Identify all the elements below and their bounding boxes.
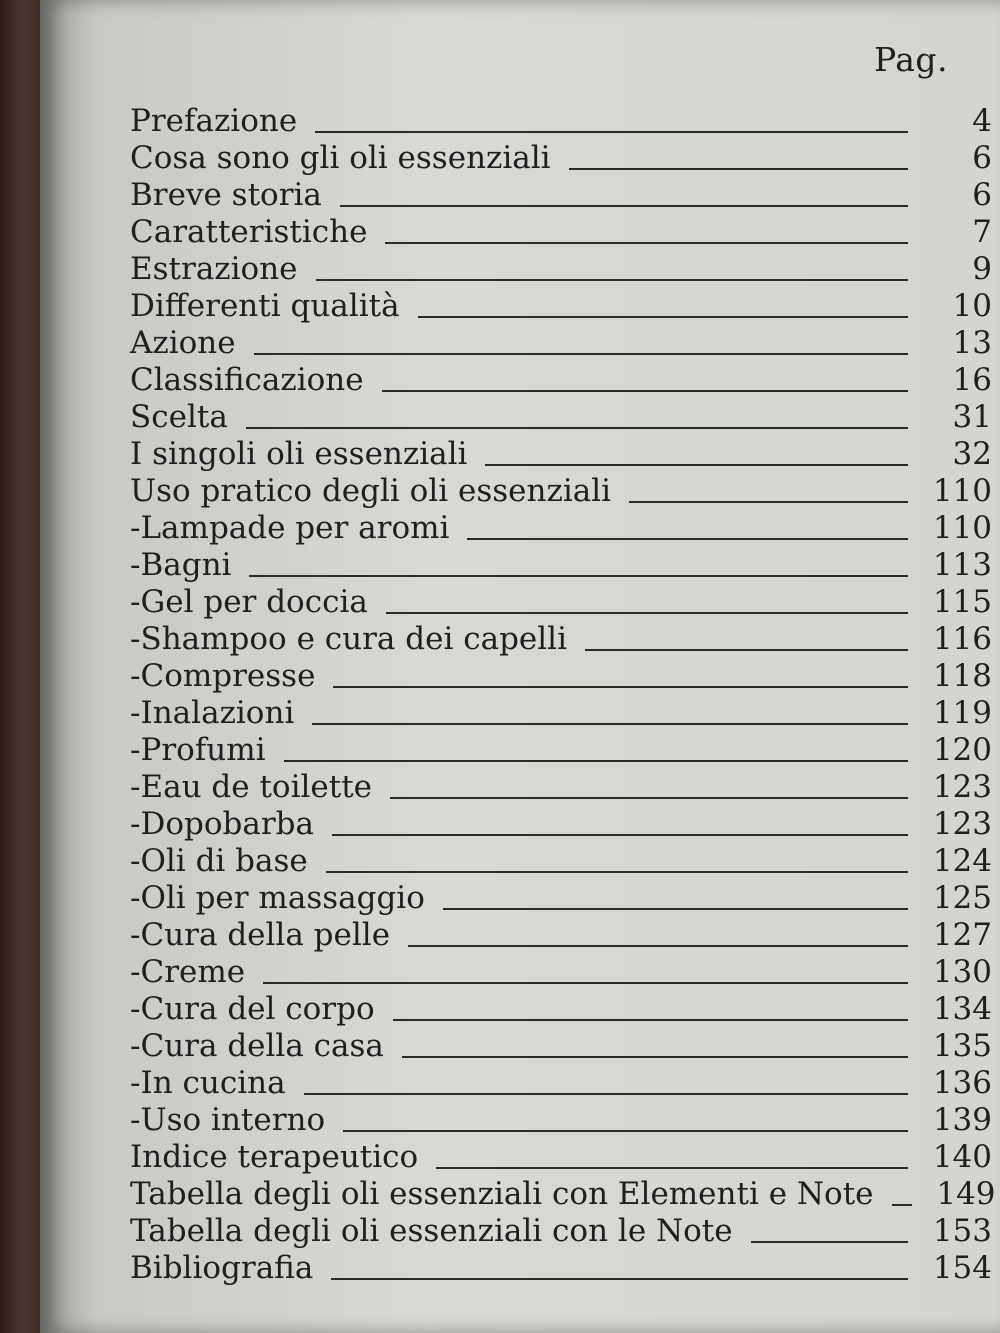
toc-entry-title: Tabella degli oli essenziali con Elementi e Note (130, 1176, 874, 1212)
toc-entry-page-number: 140 (932, 1139, 992, 1175)
toc-entry-title: Scelta (130, 399, 228, 435)
toc-entry-page-number: 13 (952, 325, 992, 361)
toc-entry (130, 433, 992, 470)
toc-leader-line (629, 501, 908, 503)
toc-entry-title: -Cura del corpo (130, 991, 375, 1027)
toc-leader-line (263, 982, 908, 984)
toc-entry (130, 914, 992, 951)
toc-entry-page-number: 7 (972, 214, 992, 250)
toc-leader-line (254, 353, 908, 355)
toc-entry-page-number: 136 (932, 1065, 992, 1101)
toc-entry-title: Estrazione (130, 251, 298, 287)
toc-entry-page-number: 154 (932, 1250, 992, 1286)
toc-entry-title: -Oli di base (130, 843, 308, 879)
toc-entry-title: Bibliografia (130, 1250, 314, 1286)
toc-entry-page-number: 120 (932, 732, 992, 768)
toc-entry (130, 1025, 992, 1062)
toc-leader-line (402, 1056, 908, 1058)
toc-entry-title: -Inalazioni (130, 695, 295, 731)
toc-leader-line (312, 723, 908, 725)
toc-leader-line (585, 649, 908, 651)
toc-entry-page-number: 110 (932, 473, 992, 509)
toc-entry-title: -Cura della casa (130, 1028, 384, 1064)
toc-leader-line (892, 1204, 912, 1206)
toc-entry (130, 544, 992, 581)
toc-entry-page-number: 31 (952, 399, 992, 435)
toc-entry (130, 618, 992, 655)
toc-entry (130, 803, 992, 840)
toc-entry-page-number: 139 (932, 1102, 992, 1138)
toc-entry-page-number: 125 (932, 880, 992, 916)
toc-entry-page-number: 149 (936, 1176, 996, 1212)
toc-entry-page-number: 9 (972, 251, 992, 287)
toc-entry (130, 692, 992, 729)
toc-entry-title: Tabella degli oli essenziali con le Note (130, 1213, 733, 1249)
toc-leader-line (418, 316, 908, 318)
toc-entry (130, 840, 992, 877)
toc-leader-line (326, 871, 908, 873)
toc-leader-line (246, 427, 908, 429)
toc-leader-line (751, 1241, 908, 1243)
toc-leader-line (284, 760, 908, 762)
toc-leader-line (386, 612, 908, 614)
toc-entry-title: -In cucina (130, 1065, 286, 1101)
toc-leader-line (408, 945, 908, 947)
toc-entry-title: -Uso interno (130, 1102, 326, 1138)
toc-entry-page-number: 116 (932, 621, 992, 657)
toc-entry-title: Classificazione (130, 362, 364, 398)
book-page (40, 0, 1000, 1333)
toc-entry-page-number: 6 (972, 140, 992, 176)
toc-entry (130, 470, 992, 507)
toc-entry (130, 359, 992, 396)
toc-leader-line (485, 464, 908, 466)
toc-leader-line (467, 538, 908, 540)
toc-entry (130, 248, 992, 285)
toc-entry-page-number: 118 (932, 658, 992, 694)
toc-entry-page-number: 123 (932, 769, 992, 805)
toc-entry-title: -Cura della pelle (130, 917, 391, 953)
toc-leader-line (315, 131, 908, 133)
toc-entry (130, 988, 992, 1025)
toc-entry-title: -Bagni (130, 547, 232, 583)
toc-entry-title: -Eau de toilette (130, 769, 373, 805)
toc-entry (130, 211, 992, 248)
toc-entry-page-number: 153 (932, 1213, 992, 1249)
toc-entry (130, 322, 992, 359)
toc-entry (130, 396, 992, 433)
toc-leader-line (304, 1093, 908, 1095)
toc-entry (130, 285, 992, 322)
toc-entry-page-number: 119 (932, 695, 992, 731)
toc-entry-page-number: 10 (952, 288, 992, 324)
toc-entry (130, 1173, 996, 1212)
toc-entry-title: -Compresse (130, 658, 316, 694)
toc-entry (130, 1099, 992, 1136)
toc-entry-title: I singoli oli essenziali (130, 436, 468, 472)
toc-leader-line (382, 390, 908, 392)
toc-entry-title: Breve storia (130, 177, 322, 213)
toc-entry-page-number: 16 (952, 362, 992, 398)
toc-leader-line (340, 205, 908, 207)
toc-entry-title: -Creme (130, 954, 246, 990)
toc-leader-line (443, 908, 908, 910)
toc-entry-title: -Dopobarba (130, 806, 314, 842)
toc-entry (130, 1247, 992, 1284)
toc-leader-line (316, 279, 908, 281)
toc-entry-page-number: 110 (932, 510, 992, 546)
toc-entry (130, 766, 992, 803)
toc-entry-title: Caratteristiche (130, 214, 368, 250)
toc-entry-page-number: 123 (932, 806, 992, 842)
toc-entry (130, 100, 992, 137)
toc-entry-page-number: 135 (932, 1028, 992, 1064)
toc-leader-line (385, 242, 908, 244)
toc-entry (130, 951, 992, 988)
toc-leader-line (393, 1019, 908, 1021)
toc-entry-title: -Lampade per aromi (130, 510, 450, 546)
toc-leader-line (332, 834, 908, 836)
toc-entry-page-number: 4 (972, 103, 992, 139)
toc-entry (130, 581, 992, 618)
toc-entry (130, 174, 992, 211)
toc-entry (130, 877, 992, 914)
toc-entry-title: -Gel per doccia (130, 584, 368, 620)
toc-entry (130, 1062, 992, 1099)
toc-entry-title: Azione (130, 325, 236, 361)
toc-entry (130, 1210, 992, 1247)
toc-entry (130, 137, 992, 174)
toc-entry (130, 507, 992, 544)
toc-entry (130, 729, 992, 766)
toc-entry-title: -Shampoo e cura dei capelli (130, 621, 567, 657)
toc-leader-line (331, 1278, 908, 1280)
toc-entry-page-number: 113 (932, 547, 992, 583)
toc-entry-title: Cosa sono gli oli essenziali (130, 140, 551, 176)
toc-entry-title: Uso pratico degli oli essenziali (130, 473, 612, 509)
page-column-header: Pag. (873, 40, 948, 79)
toc-entry-page-number: 127 (932, 917, 992, 953)
toc-entry-page-number: 115 (932, 584, 992, 620)
toc-entry-title: -Profumi (130, 732, 266, 768)
toc-entry-title: Prefazione (130, 103, 298, 139)
toc-entry-title: Indice terapeutico (130, 1139, 419, 1175)
toc-leader-line (249, 575, 908, 577)
toc-entry-page-number: 32 (952, 436, 992, 472)
toc-entry (130, 655, 992, 692)
toc-entry-page-number: 6 (972, 177, 992, 213)
toc-entry-page-number: 130 (932, 954, 992, 990)
toc-leader-line (343, 1130, 908, 1132)
table-of-contents (130, 100, 996, 1286)
toc-entry-page-number: 134 (932, 991, 992, 1027)
toc-leader-line (333, 686, 908, 688)
toc-entry-page-number: 124 (932, 843, 992, 879)
toc-entry-title: -Oli per massaggio (130, 880, 425, 916)
toc-leader-line (390, 797, 908, 799)
toc-entry-title: Differenti qualità (130, 288, 400, 324)
toc-leader-line (569, 168, 908, 170)
toc-entry (130, 1136, 992, 1173)
toc-leader-line (436, 1167, 908, 1169)
